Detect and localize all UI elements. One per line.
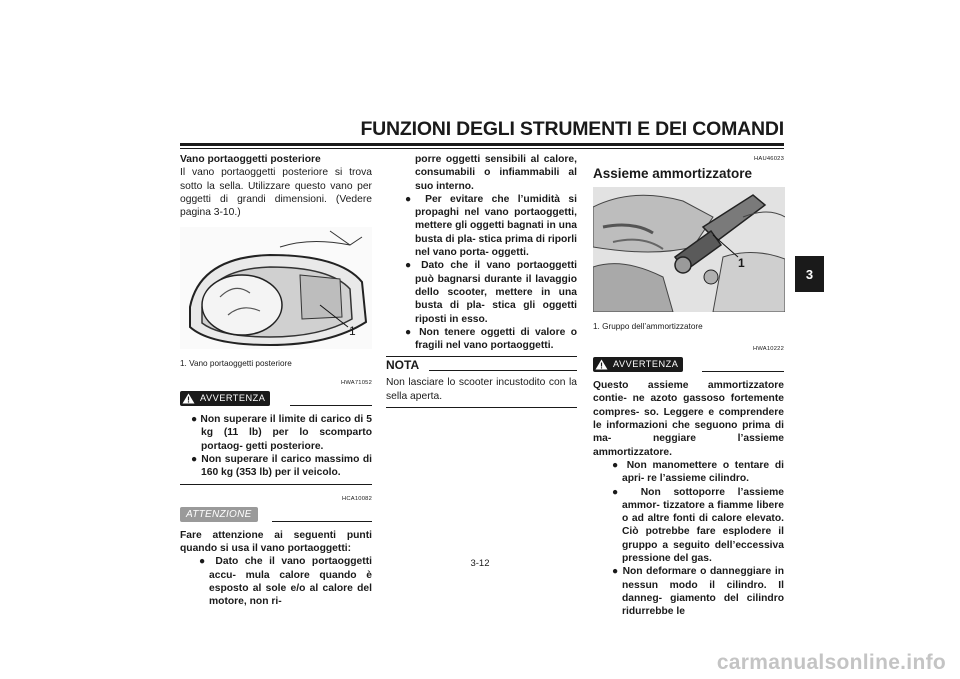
storage-compartment-illustration	[180, 227, 372, 349]
caution-item: ● Non tenere oggetti di valore o fragili nel vano portaoggetti.	[405, 326, 577, 352]
warning-item: ● Non deformare o danneggiare in nessun modo il cilindro. Il danneg- giamento del cilindro ridurrebbe le	[612, 566, 784, 618]
figure-callout: 1	[738, 255, 745, 270]
warning-icon	[182, 393, 195, 404]
caution-badge	[180, 507, 258, 522]
warning-item: ● Non manomettere o tentare di apri- re l’assieme cilindro.	[612, 459, 784, 485]
section-code: HAU46023	[754, 156, 784, 162]
warning-item: ● Non superare il limite di carico di 5 kg (11 lb) per lo scomparto portaog- getti posteriore.	[191, 414, 372, 452]
watermark: carmanualsonline.info	[716, 651, 946, 674]
warning-header	[593, 357, 784, 373]
chapter-tab: 3	[795, 256, 824, 292]
caution-item: ● Dato che il vano portaoggetti accu- mula calore quando è esposto al sole e/o al calore del motore, non ri-	[199, 556, 372, 608]
warning-header	[180, 391, 372, 407]
nota-header-line	[429, 370, 577, 371]
figure-caption: 1. Vano portaoggetti posteriore	[180, 359, 292, 369]
rear-storage-heading: Vano portaoggetti posteriore	[180, 154, 321, 165]
header-rule-thin	[180, 148, 784, 149]
warning-item: ● Non sottoporre l’assieme ammor- tizzatore a fiamme libere o ad altre fonti di calore elevato. Ciò potrebbe fare esplodere il gruppo a seguito dell’eccessiva pressione del gas.	[612, 486, 784, 565]
shock-absorber-illustration	[593, 187, 785, 312]
warning-intro: Questo assieme ammortizzatore contie- ne azoto gassoso fortemente compres- so. Leggere e comprendere le informazioni che seguono prima di ma- neggiare l’assieme ammortizzatore.	[593, 380, 784, 458]
warning-badge	[180, 391, 270, 406]
caution-label: ATTENZIONE	[186, 508, 252, 520]
warning-label: AVVERTENZA	[613, 359, 679, 370]
caution-header-line	[272, 521, 372, 522]
warning-label: AVVERTENZA	[200, 392, 266, 403]
page-number: 3-12	[470, 558, 490, 569]
figure-caption: 1. Gruppo dell’ammortizzatore	[593, 321, 703, 331]
caution-intro: Fare attenzione ai seguenti punti quando si usa il vano portaoggetti:	[180, 529, 372, 555]
warning-code: HWA71052	[340, 379, 372, 386]
header-rule	[180, 143, 784, 146]
caution-header	[180, 507, 372, 523]
column-1	[180, 153, 372, 609]
rear-storage-intro: Il vano portaoggetti posteriore si trova sotto la sella. Utilizzare questo vano per oggetti di grandi dimensioni. (Vedere pagina 3-10.)	[180, 167, 372, 219]
caution-end-rule	[386, 356, 577, 357]
caution-item: ● Dato che il vano portaoggetti può bagnarsi durante il lavaggio dello scooter, mettere in una busta di pla- stica gli oggetti riposti in esso.	[405, 260, 577, 325]
column-3	[593, 153, 784, 619]
storage-compartment-figure	[180, 227, 372, 349]
warning-header-line	[290, 405, 372, 406]
warning-icon	[595, 359, 608, 370]
caution-item: ● Per evitare che l’umidità si propaghi nel vano portaoggetti, mettere gli oggetti bagnati in una busta di pla- stica prima di riporli nel vano porta- oggetti.	[405, 193, 577, 259]
shock-absorber-figure	[593, 187, 785, 312]
nota-text: Non lasciare lo scooter incustodito con la sella aperta.	[386, 377, 577, 402]
warning-badge	[593, 357, 683, 372]
caution-continuation: porre oggetti sensibili al calore, consumabili o infiammabili al suo interno.	[415, 154, 577, 192]
warning-item: ● Non superare il carico massimo di 160 kg (353 lb) per il veicolo.	[191, 453, 372, 479]
caution-code: HCA10082	[342, 495, 372, 502]
warning-code: HWA10222	[752, 345, 784, 352]
nota-header	[386, 359, 577, 376]
section-title: Assieme ammortizzatore	[593, 166, 753, 182]
warning-header-line	[702, 371, 784, 372]
nota-end-rule	[386, 407, 577, 408]
warning-end-rule	[180, 484, 372, 485]
figure-callout: 1	[349, 324, 356, 339]
page-header-title: FUNZIONI DEGLI STRUMENTI E DEI COMANDI	[360, 118, 784, 140]
column-2	[386, 153, 577, 408]
nota-label: NOTA	[386, 358, 420, 373]
